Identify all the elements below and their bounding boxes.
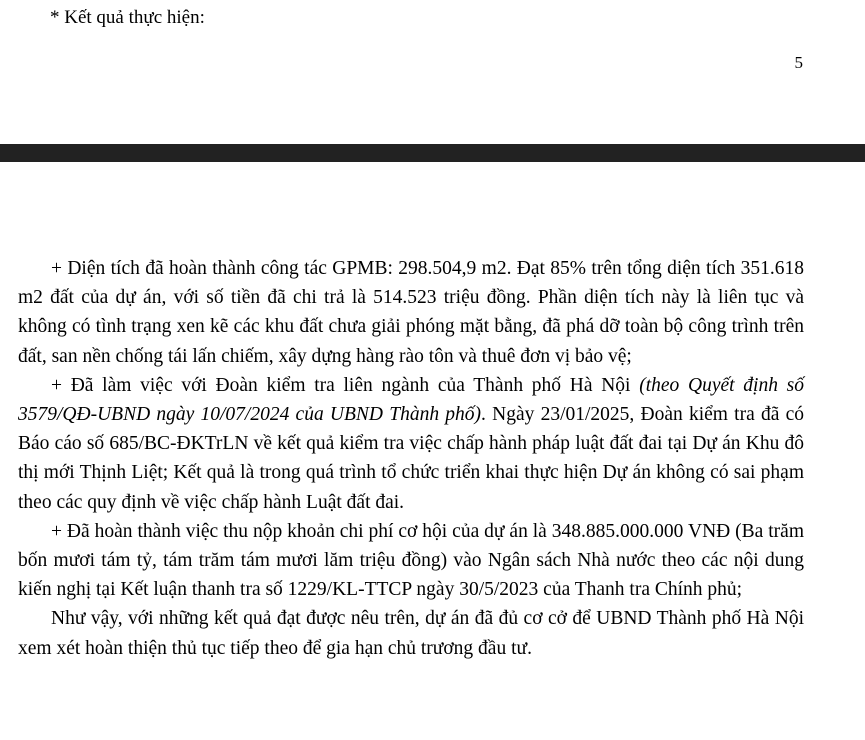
decision-reference: (theo Quyết định số 3579/QĐ-UBND ngày 10/07/2024 của UBND Thành phố) [18,374,804,426]
paragraph-conclusion: Như vậy, với những kết quả đạt được nêu trên, dự án đã đủ cơ cở để UBND Thành phố Hà Nội xem xét hoàn thiện thủ tục tiếp theo để gia hạn chủ trương đầu tư. [18,608,804,659]
document-body [18,254,804,663]
page-divider [0,144,865,162]
paragraph-inspection-start: + Đã làm việc với Đoàn kiểm tra liên ngành của Thành phố Hà Nội [51,374,640,396]
paragraph-inspection-end: . Ngày 23/01/2025, Đoàn kiểm tra đã có Báo cáo số 685/BC-ĐKTrLN về kết quả kiểm tra việc chấp hành pháp luật đất đai tại Dự án Khu đô thị mới Thịnh Liệt; Kết quả là trong quá trình tổ chức triển khai thực hiện Dự án không có sai phạm theo các quy định về việc chấp hành Luật đất đai. [18,404,804,513]
page-number: 5 [794,53,803,72]
paragraph-gpmb-area: + Diện tích đã hoàn thành công tác GPMB: 298.504,9 m2. Đạt 85% trên tổng diện tích 351.618 m2 đất của dự án, với số tiền đã chi trả là 514.523 triệu đồng. Phần diện tích này là liên tục và không có tình trạng xen kẽ các khu đất chưa giải phóng mặt bằng, đã phá dỡ toàn bộ công trình trên đất, san nền chống tái lấn chiếm, xây dựng hàng rào tôn và thuê đơn vị bảo vệ; [18,258,804,367]
paragraph-inspection [18,371,804,517]
paragraph-opportunity-cost: + Đã hoàn thành việc thu nộp khoản chi phí cơ hội của dự án là 348.885.000.000 VNĐ (Ba trăm bốn mươi tám tỷ, tám trăm tám mươi lăm triệu đồng) vào Ngân sách Nhà nước theo các nội dung kiến nghị tại Kết luận thanh tra số 1229/KL-TTCP ngày 30/5/2023 của Thanh tra Chính phủ; [18,520,804,601]
result-heading: * Kết quả thực hiện: [50,7,205,28]
